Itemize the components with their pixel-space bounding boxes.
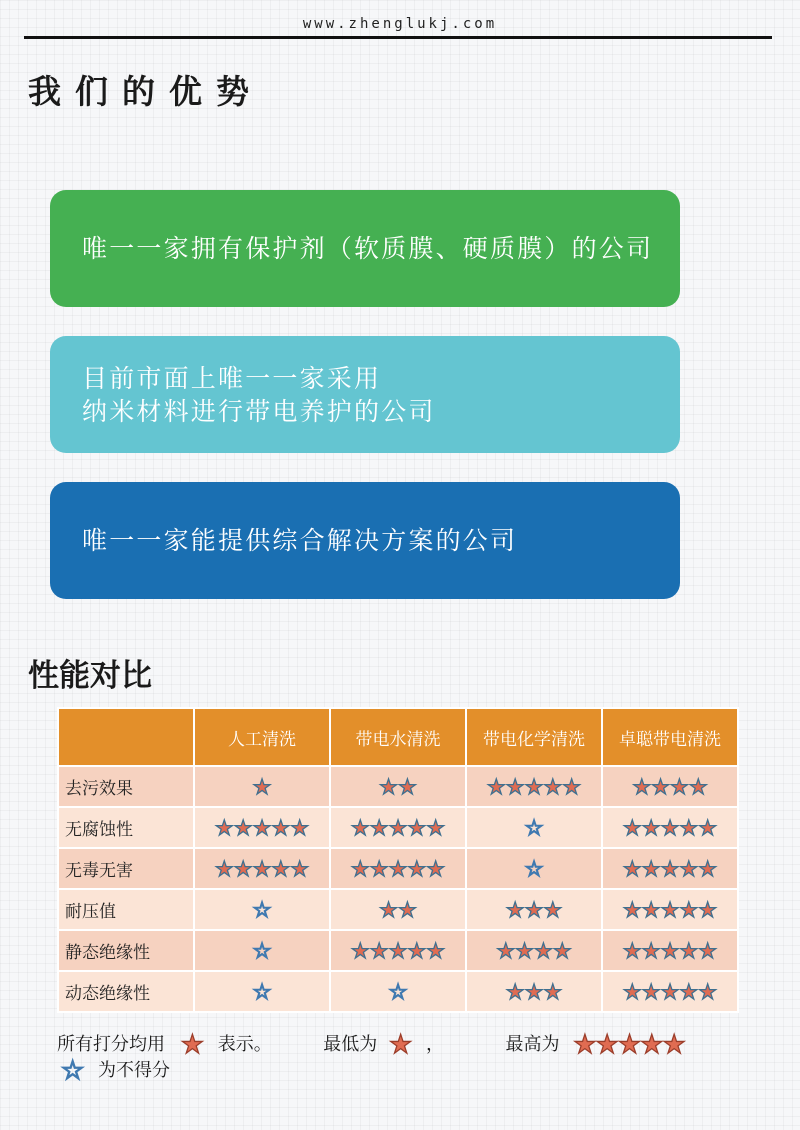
filled-star-icon: ★★★ bbox=[505, 979, 563, 1004]
filled-star-icon: ★★ bbox=[379, 774, 417, 799]
filled-star-icon: ★★★ bbox=[505, 897, 563, 922]
column-header bbox=[58, 708, 194, 766]
rating-cell bbox=[602, 848, 738, 889]
empty-star-icon: ☆ bbox=[388, 979, 408, 1004]
advantage-text: 唯一一家拥有保护剂（软质膜、硬质膜）的公司 bbox=[82, 234, 654, 263]
comparison-row bbox=[58, 848, 738, 889]
rating-cell bbox=[330, 766, 466, 807]
filled-star-icon: ★★ bbox=[379, 897, 417, 922]
rating-cell bbox=[466, 766, 602, 807]
header-divider bbox=[24, 36, 772, 39]
comparison-table bbox=[57, 707, 739, 1013]
rating-cell bbox=[330, 889, 466, 930]
comparison-row bbox=[58, 889, 738, 930]
filled-star-icon: ★★★★★ bbox=[486, 774, 582, 799]
comparison-title: 性能对比 bbox=[28, 658, 152, 694]
rating-cell bbox=[194, 889, 330, 930]
advantage-text: 目前市面上唯一一家采用 bbox=[82, 363, 382, 393]
row-label: 静态绝缘性 bbox=[58, 930, 194, 971]
column-header: 带电水清洗 bbox=[330, 708, 466, 766]
filled-star-icon: ★★★★ bbox=[496, 938, 572, 963]
site-url: www.zhenglukj.com bbox=[302, 16, 498, 32]
filled-star-icon: ★★★★★ bbox=[350, 938, 446, 963]
filled-star-icon: ★★★★★ bbox=[622, 856, 718, 881]
column-header: 人工清洗 bbox=[194, 708, 330, 766]
advantages-title: 我们的优势 bbox=[28, 72, 263, 111]
filled-star-icon: ★★★★★ bbox=[622, 938, 718, 963]
filled-star-icon: ★ bbox=[252, 774, 272, 799]
rating-cell bbox=[602, 930, 738, 971]
advantage-card-2 bbox=[50, 336, 680, 453]
rating-cell bbox=[466, 848, 602, 889]
advantage-text: 唯一一家能提供综合解决方案的公司 bbox=[82, 526, 518, 555]
rating-cell bbox=[602, 766, 738, 807]
filled-star-icon: ★★★★★ bbox=[350, 856, 446, 881]
empty-star-icon: ☆ bbox=[252, 897, 272, 922]
filled-star-icon: ★ bbox=[180, 1030, 205, 1060]
rating-cell bbox=[466, 930, 602, 971]
rating-cell bbox=[194, 930, 330, 971]
comparison-row bbox=[58, 930, 738, 971]
filled-star-icon: ★★★★★ bbox=[622, 979, 718, 1004]
comparison-row bbox=[58, 971, 738, 1012]
legend-text: 最高为 bbox=[505, 1034, 560, 1055]
rating-cell bbox=[602, 807, 738, 848]
empty-star-icon: ☆ bbox=[252, 938, 272, 963]
row-label: 无毒无害 bbox=[58, 848, 194, 889]
comparison-row bbox=[58, 807, 738, 848]
empty-star-icon: ☆ bbox=[524, 815, 544, 840]
advantage-card-3 bbox=[50, 482, 680, 599]
empty-star-icon: ☆ bbox=[524, 856, 544, 881]
rating-cell bbox=[194, 807, 330, 848]
column-header: 带电化学清洗 bbox=[466, 708, 602, 766]
legend-text: 表示。 bbox=[217, 1034, 272, 1055]
column-header: 卓聪带电清洗 bbox=[602, 708, 738, 766]
filled-star-icon: ★★★★★ bbox=[622, 815, 718, 840]
row-label: 动态绝缘性 bbox=[58, 971, 194, 1012]
rating-cell bbox=[330, 807, 466, 848]
comparison-row bbox=[58, 766, 738, 807]
comparison-header-row bbox=[58, 708, 738, 766]
empty-star-icon: ☆ bbox=[252, 979, 272, 1004]
row-label: 去污效果 bbox=[58, 766, 194, 807]
empty-star-icon: ☆ bbox=[61, 1056, 85, 1086]
max-stars-icon: ★★★★★ bbox=[573, 1030, 685, 1060]
rating-cell bbox=[194, 766, 330, 807]
rating-cell bbox=[330, 971, 466, 1012]
legend-text: 最低为 bbox=[323, 1034, 378, 1055]
filled-star-icon: ★★★★★ bbox=[622, 897, 718, 922]
advantage-text: 纳米材料进行带电养护的公司 bbox=[82, 396, 436, 426]
advantage-card-1 bbox=[50, 190, 680, 307]
legend-text: 所有打分均用 bbox=[57, 1034, 165, 1055]
rating-cell bbox=[194, 971, 330, 1012]
legend-text: 为不得分 bbox=[98, 1060, 171, 1081]
row-label: 无腐蚀性 bbox=[58, 807, 194, 848]
min-stars-icon: ★ bbox=[388, 1030, 413, 1060]
rating-cell bbox=[330, 930, 466, 971]
rating-cell bbox=[602, 971, 738, 1012]
row-label: 耐压值 bbox=[58, 889, 194, 930]
filled-star-icon: ★★★★★ bbox=[214, 856, 310, 881]
rating-cell bbox=[330, 848, 466, 889]
rating-cell bbox=[194, 848, 330, 889]
rating-cell bbox=[466, 807, 602, 848]
rating-cell bbox=[466, 889, 602, 930]
legend-text: ， bbox=[426, 1034, 445, 1055]
rating-cell bbox=[466, 971, 602, 1012]
filled-star-icon: ★★★★★ bbox=[214, 815, 310, 840]
filled-star-icon: ★★★★★ bbox=[350, 815, 446, 840]
filled-star-icon: ★★★★ bbox=[632, 774, 708, 799]
rating-cell bbox=[602, 889, 738, 930]
